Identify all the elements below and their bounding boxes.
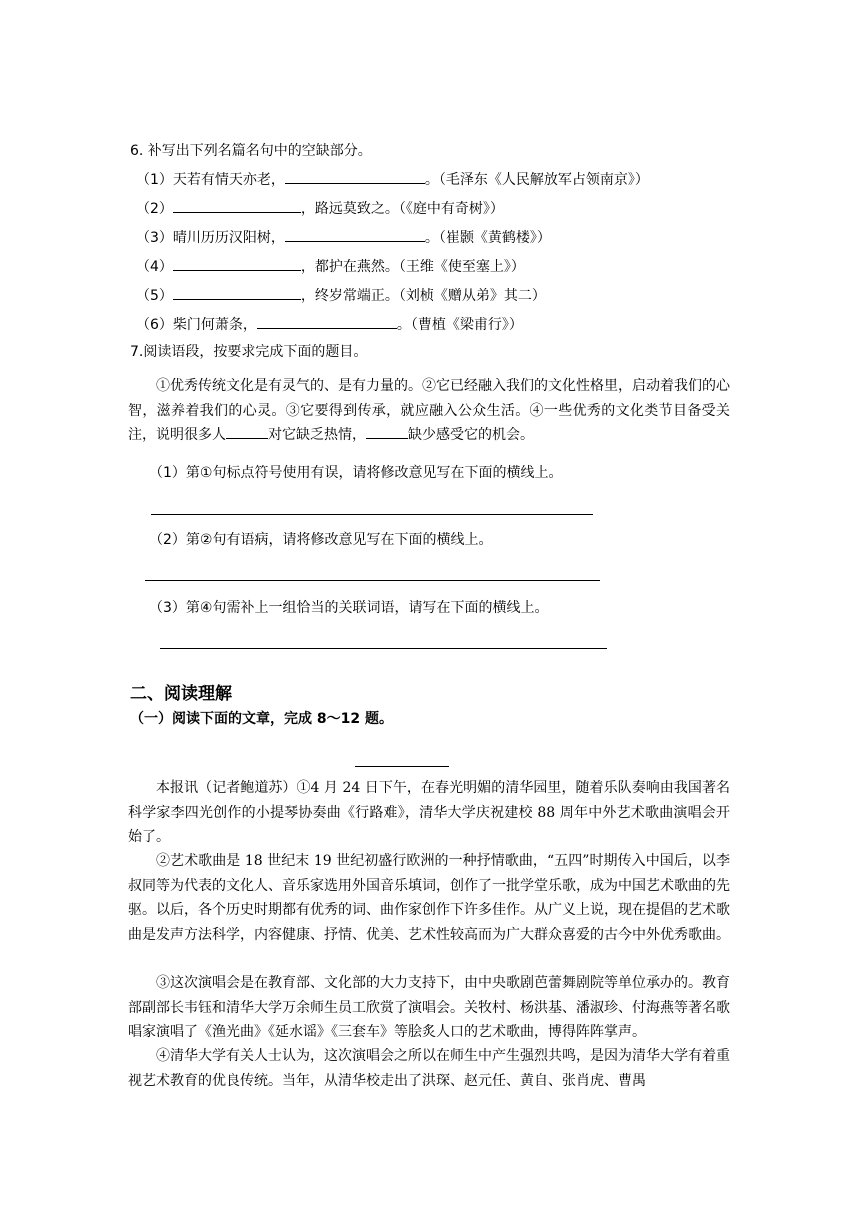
q6-item-6-post: 。（曹植《梁甫行》） (396, 317, 523, 333)
q6-item-1 (136, 169, 649, 190)
q7-sub3: （3）第④句需补上一组恰当的关联词语，请写在下面的横线上。 (149, 600, 549, 616)
q7-sub2-answer-line[interactable] (145, 580, 600, 581)
q7-para-part2: 对它缺乏热情， (268, 427, 366, 443)
article-paragraph-1: 本报讯（记者鲍道苏）①4 月 24 日下午，在春光明媚的清华园里，随着乐队奏响由我国著名科学家李四光创作的小提琴协奏曲《行路难》，清华大学庆祝建校 88 周年中外艺术歌曲演唱会开始了。 (128, 780, 730, 845)
q6-item-4 (136, 256, 525, 277)
q6-item-3-pre: （3）晴川历历汉阳树， (136, 230, 285, 246)
q7-para-part1: ①优秀传统文化是有灵气的、是有力量的。②它已经融入我们的文化性格里，启动着我们的心智，滋养着我们的心灵。③它要得到传承，就应融入公众生活。④一些优秀的文化类节目备受关注，说明很多人 (128, 378, 730, 443)
q7-sub1: （1）第①句标点符号使用有误，请将修改意见写在下面的横线上。 (149, 465, 563, 481)
q6-item-1-post: 。（毛泽东《人民解放军占领南京》） (424, 172, 649, 188)
q6-item-4-blank[interactable] (173, 256, 301, 271)
q6-item-3-blank[interactable] (285, 227, 425, 242)
article-title-blank[interactable] (355, 766, 449, 767)
q6-item-4-pre: （4） (136, 259, 173, 275)
q7-para-part3: 缺少感受它的机会。 (408, 427, 534, 443)
q7-sub3-answer-line[interactable] (160, 648, 607, 649)
q7-title: 7.阅读语段，按要求完成下面的题目。 (130, 344, 368, 360)
q7-paragraph (128, 374, 730, 448)
q7-blank-1[interactable] (226, 424, 268, 439)
q6-item-6-pre: （6）柴门何萧条， (136, 317, 257, 333)
q6-item-2 (136, 198, 504, 219)
section-subtitle: （一）阅读下面的文章，完成 8～12 题。 (130, 711, 393, 727)
q6-item-5 (136, 285, 546, 306)
q6-item-3 (136, 227, 551, 248)
q6-item-6 (136, 314, 523, 335)
q6-item-5-post: ，终岁常端正。（刘桢《赠从弟》其二） (300, 288, 546, 304)
q6-item-6-blank[interactable] (257, 314, 397, 329)
article-paragraph-3: ③这次演唱会是在教育部、文化部的大力支持下，由中央歌剧芭蕾舞剧院等单位承办的。教育部副部长韦钰和清华大学万余师生员工欣赏了演唱会。关牧村、杨洪基、潘淑珍、付海燕等著名歌唱家演唱了《渔光曲》《延水谣》《三套车》等脍炙人口的艺术歌曲，博得阵阵掌声。 (128, 975, 730, 1040)
article-paragraph-4: ④清华大学有关人士认为，这次演唱会之所以在师生中产生强烈共鸣，是因为清华大学有着重视艺术教育的优良传统。当年，从清华校走出了洪琛、赵元任、黄自、张肖虎、曹禺 (128, 1048, 730, 1089)
q6-item-2-post: ，路远莫致之。（《庭中有奇树》） (300, 201, 504, 217)
q6-item-1-blank[interactable] (285, 169, 425, 184)
q6-item-1-pre: （1）天若有情天亦老， (136, 172, 285, 188)
article-paragraph-2: ②艺术歌曲是 18 世纪末 19 世纪初盛行欧洲的一种抒情歌曲，“五四”时期传入中国后，以李叔同等为代表的文化人、音乐家选用外国音乐填词，创作了一批学堂乐歌，成为中国艺术歌曲的先驱。以后，各个历史时期都有优秀的词、曲作家创作下许多佳作。从广义上说，现在提倡的艺术歌曲是发声方法科学，内容健康、抒情、优美、艺术性较高而为广大群众喜爱的古今中外优秀歌曲。 (128, 853, 730, 943)
q6-item-5-pre: （5） (136, 288, 173, 304)
q6-item-2-blank[interactable] (173, 198, 301, 213)
q6-item-3-post: 。（崔颢《黄鹤楼》） (424, 230, 551, 246)
q6-title: 6. 补写出下列名篇名句中的空缺部分。 (130, 143, 372, 159)
q7-sub1-answer-line[interactable] (151, 514, 593, 515)
q6-item-5-blank[interactable] (173, 285, 301, 300)
q6-item-2-pre: （2） (136, 201, 173, 217)
q7-sub2: （2）第②句有语病，请将修改意见写在下面的横线上。 (149, 532, 493, 548)
q7-blank-2[interactable] (366, 424, 408, 439)
q6-item-4-post: ，都护在燕然。（王维《使至塞上》） (300, 259, 525, 275)
section-title: 二、阅读理解 (130, 684, 232, 704)
